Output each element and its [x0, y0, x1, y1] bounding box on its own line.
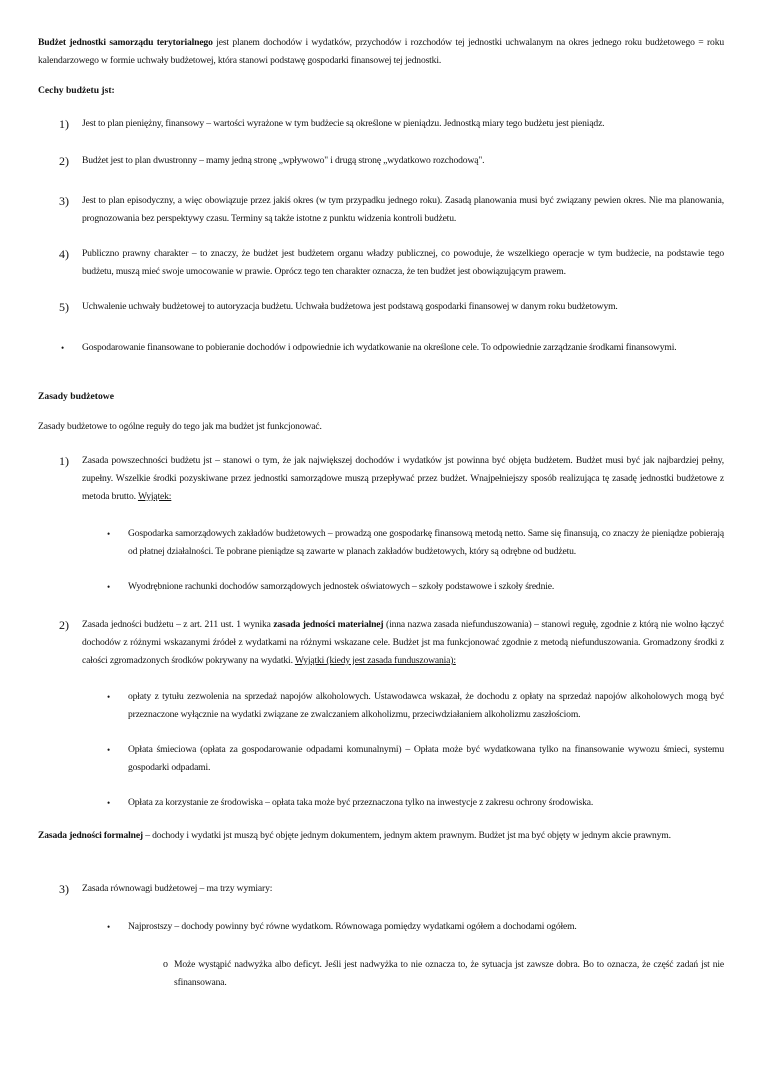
rule3-sub-item	[174, 956, 724, 992]
features-heading: Cechy budżetu jst:	[38, 85, 115, 96]
rule3-sub-marker: o	[163, 959, 168, 970]
intro-text: jest planem dochodów i wydatków, przychodów i rozchodów tej jednostki uchwalanym na okres jednego roku budżetowego = roku kalendarzowego w formie uchwały budżetowej, która stanowi podstawę gospodarki finansowej tej jednostki.	[38, 37, 724, 66]
rule3-subitem-text-1: Najprostszy – dochody powinny być równe wydatkom. Równowaga pomiędzy wydatkami ogółem a dochodami ogółem.	[128, 921, 577, 932]
rules-intro-text: Zasady budżetowe to ogólne reguły do tego jak ma budżet jst funkcjonować.	[38, 421, 322, 432]
feature-text-3: Jest to plan episodyczny, a więc obowiązuje przez jakiś okres (w tym przypadku jednego roku). Zasadą planowania musi być związany pewien okres. Nie ma planowania, prognozowania bez perspektywy czasu. Terminy są także istotne z punktu widzenia kontroli budżetu.	[82, 195, 724, 224]
feature-marker-2: 2)	[59, 154, 69, 168]
feature-item-3	[82, 192, 724, 228]
feature-item-4	[82, 245, 724, 281]
rule3-sub-text: Może wystąpić nadwyżka albo deficyt. Jeśli jest nadwyżka to nie oznacza to, że sytuacja jst zawsze dobra. Bo to oznacza, że część zadań jst nie sfinansowana.	[174, 959, 724, 988]
rule1-bullet-1: •	[107, 529, 111, 539]
rule2-text-b: (inna nazwa zasada niefunduszowania) – stanowi regułę, zgodnie z którą nie wolno łączyć dochodów z różnymi wskazanymi źródeł z wydatkami na różnymi wskazane cele. Budżet jst ma funkcjonować zgodnie z metodą niefunduszowania. Gromadzony środki z całości zgromadzonych środków pokrywany na wydatki.	[82, 619, 724, 666]
feature-item-1	[82, 115, 724, 133]
feature-marker-4: 4)	[59, 247, 69, 261]
rule1-item	[82, 452, 724, 506]
feature-text-6: Gospodarowanie finansowane to pobieranie dochodów i odpowiednie ich wydatkowanie na określone cele. To odpowiednie zarządzanie środkami finansowymi.	[82, 342, 677, 353]
rule2-text-a: Zasada jedności budżetu – z art. 211 ust. 1 wynika	[82, 619, 274, 630]
rule1-bullet-2: •	[107, 582, 111, 592]
rule2-subitem-3	[128, 794, 724, 812]
rule1-exception-label: Wyjątek:	[137, 491, 172, 502]
rules-intro	[38, 418, 724, 436]
rule2-bullet-2: •	[107, 745, 111, 755]
feature-marker-1: 1)	[59, 117, 69, 131]
feature-bullet-6: •	[61, 343, 65, 353]
rule3-item	[82, 880, 724, 898]
rule1-text: Zasada powszechności budżetu jst – stanowi o tym, że jak największej dochodów i wydatków jst powinna być objęta budżetem. Budżet musi być jak najbardziej pełny, zupełny. Wszelkie środki pozyskiwane przez jednostki samorządowe muszą przepływać przez budżet. Wnajpełniejszy sposób realizująca tę zasadę jednostki budżetowe z metoda brutto.	[82, 455, 724, 502]
rule2-subitem-text-1: opłaty z tytułu zezwolenia na sprzedaż napojów alkoholowych. Ustawodawca wskazał, że dochodu z opłaty na sprzedaż napojów alkoholowych mogą być przeznaczone wyłącznie na wydatki związane ze zwalczaniem alkoholizmu, przeciwdziałaniem alkoholizmu zaszłościom.	[128, 691, 724, 720]
rule2-exception-label: Wyjątki (kiedy jest zasada funduszowania):	[294, 655, 456, 666]
rule2-marker: 2)	[59, 618, 69, 632]
rule2-subitem-1	[128, 688, 724, 724]
intro-paragraph	[38, 34, 724, 70]
rule2-bullet-1: •	[107, 692, 111, 702]
feature-marker-5: 5)	[59, 300, 69, 314]
formal-unity-text: – dochody i wydatki jst muszą być objęte jednym dokumentem, jednym aktem prawnym. Budżet jst ma być objęty w jednym akcie prawnym.	[142, 830, 671, 841]
feature-text-2: Budżet jest to plan dwustronny – mamy jedną stronę „wpływowo" i drugą stronę „wydatkowo rozchodową".	[82, 155, 485, 166]
rule2-subitem-2	[128, 741, 724, 777]
rule2-bold: zasada jedności materialnej	[273, 619, 384, 630]
rule3-bullet-1: •	[107, 922, 111, 932]
rule2-subitem-text-3: Opłata za korzystanie ze środowiska – opłata taka może być przeznaczona tylko na inwestycje z zakresu ochrony środowiska.	[128, 797, 594, 808]
feature-text-5: Uchwalenie uchwały budżetowej to autoryzacja budżetu. Uchwała budżetowa jest podstawą gospodarki finansowej w danym roku budżetowym.	[82, 301, 618, 312]
feature-text-4: Publiczno prawny charakter – to znaczy, że budżet jest budżetem organu władzy publicznej, co powoduje, że wszelkiego operacje w tym budżecie, na podstawie tego budżetu, muszą mieć swoje umocowanie w prawie. Oprócz tego ten charakter oznacza, że ten budżet jest obowiązującym prawem.	[82, 248, 724, 277]
rule3-text: Zasada równowagi budżetowej – ma trzy wymiary:	[82, 883, 273, 894]
rule1-subitem-1	[128, 525, 724, 561]
formal-unity-paragraph	[38, 827, 724, 845]
rule1-subitem-text-2: Wyodrębnione rachunki dochodów samorządowych jednostek oświatowych – szkoły podstawowe i szkoły średnie.	[128, 581, 555, 592]
rule3-marker: 3)	[59, 882, 69, 896]
feature-text-1: Jest to plan pieniężny, finansowy – wartości wyrażone w tym budżecie są określone w pieniądzu. Jednostką miary tego budżetu jest pieniądz.	[82, 118, 605, 129]
rule1-subitem-2	[128, 578, 724, 596]
rule1-subitem-text-1: Gospodarka samorządowych zakładów budżetowych – prowadzą one gospodarkę finansową metodą netto. Same się finansują, co znaczy że pieniądze pobierają od płatnej działalności. Te pobrane pieniądze są zawarte w planach zakładów budżetowych, który są odrębne od budżetu.	[128, 528, 724, 557]
rule2-subitem-text-2: Opłata śmieciowa (opłata za gospodarowanie odpadami komunalnymi) – Opłata może być wydatkowana tylko na finansowanie wywozu śmieci, systemu gospodarki odpadami.	[128, 744, 724, 773]
rules-heading: Zasady budżetowe	[38, 391, 114, 402]
rule3-subitem-1	[128, 918, 724, 936]
rule1-marker: 1)	[59, 454, 69, 468]
feature-item-5	[82, 298, 724, 316]
intro-lead: Budżet jednostki samorządu terytorialnego	[38, 37, 213, 48]
formal-unity-bold: Zasada jedności formalnej	[38, 830, 143, 841]
feature-marker-3: 3)	[59, 194, 69, 208]
feature-item-6	[82, 339, 724, 357]
feature-item-2	[82, 152, 724, 170]
rule2-item	[82, 616, 724, 670]
rule2-bullet-3: •	[107, 798, 111, 808]
